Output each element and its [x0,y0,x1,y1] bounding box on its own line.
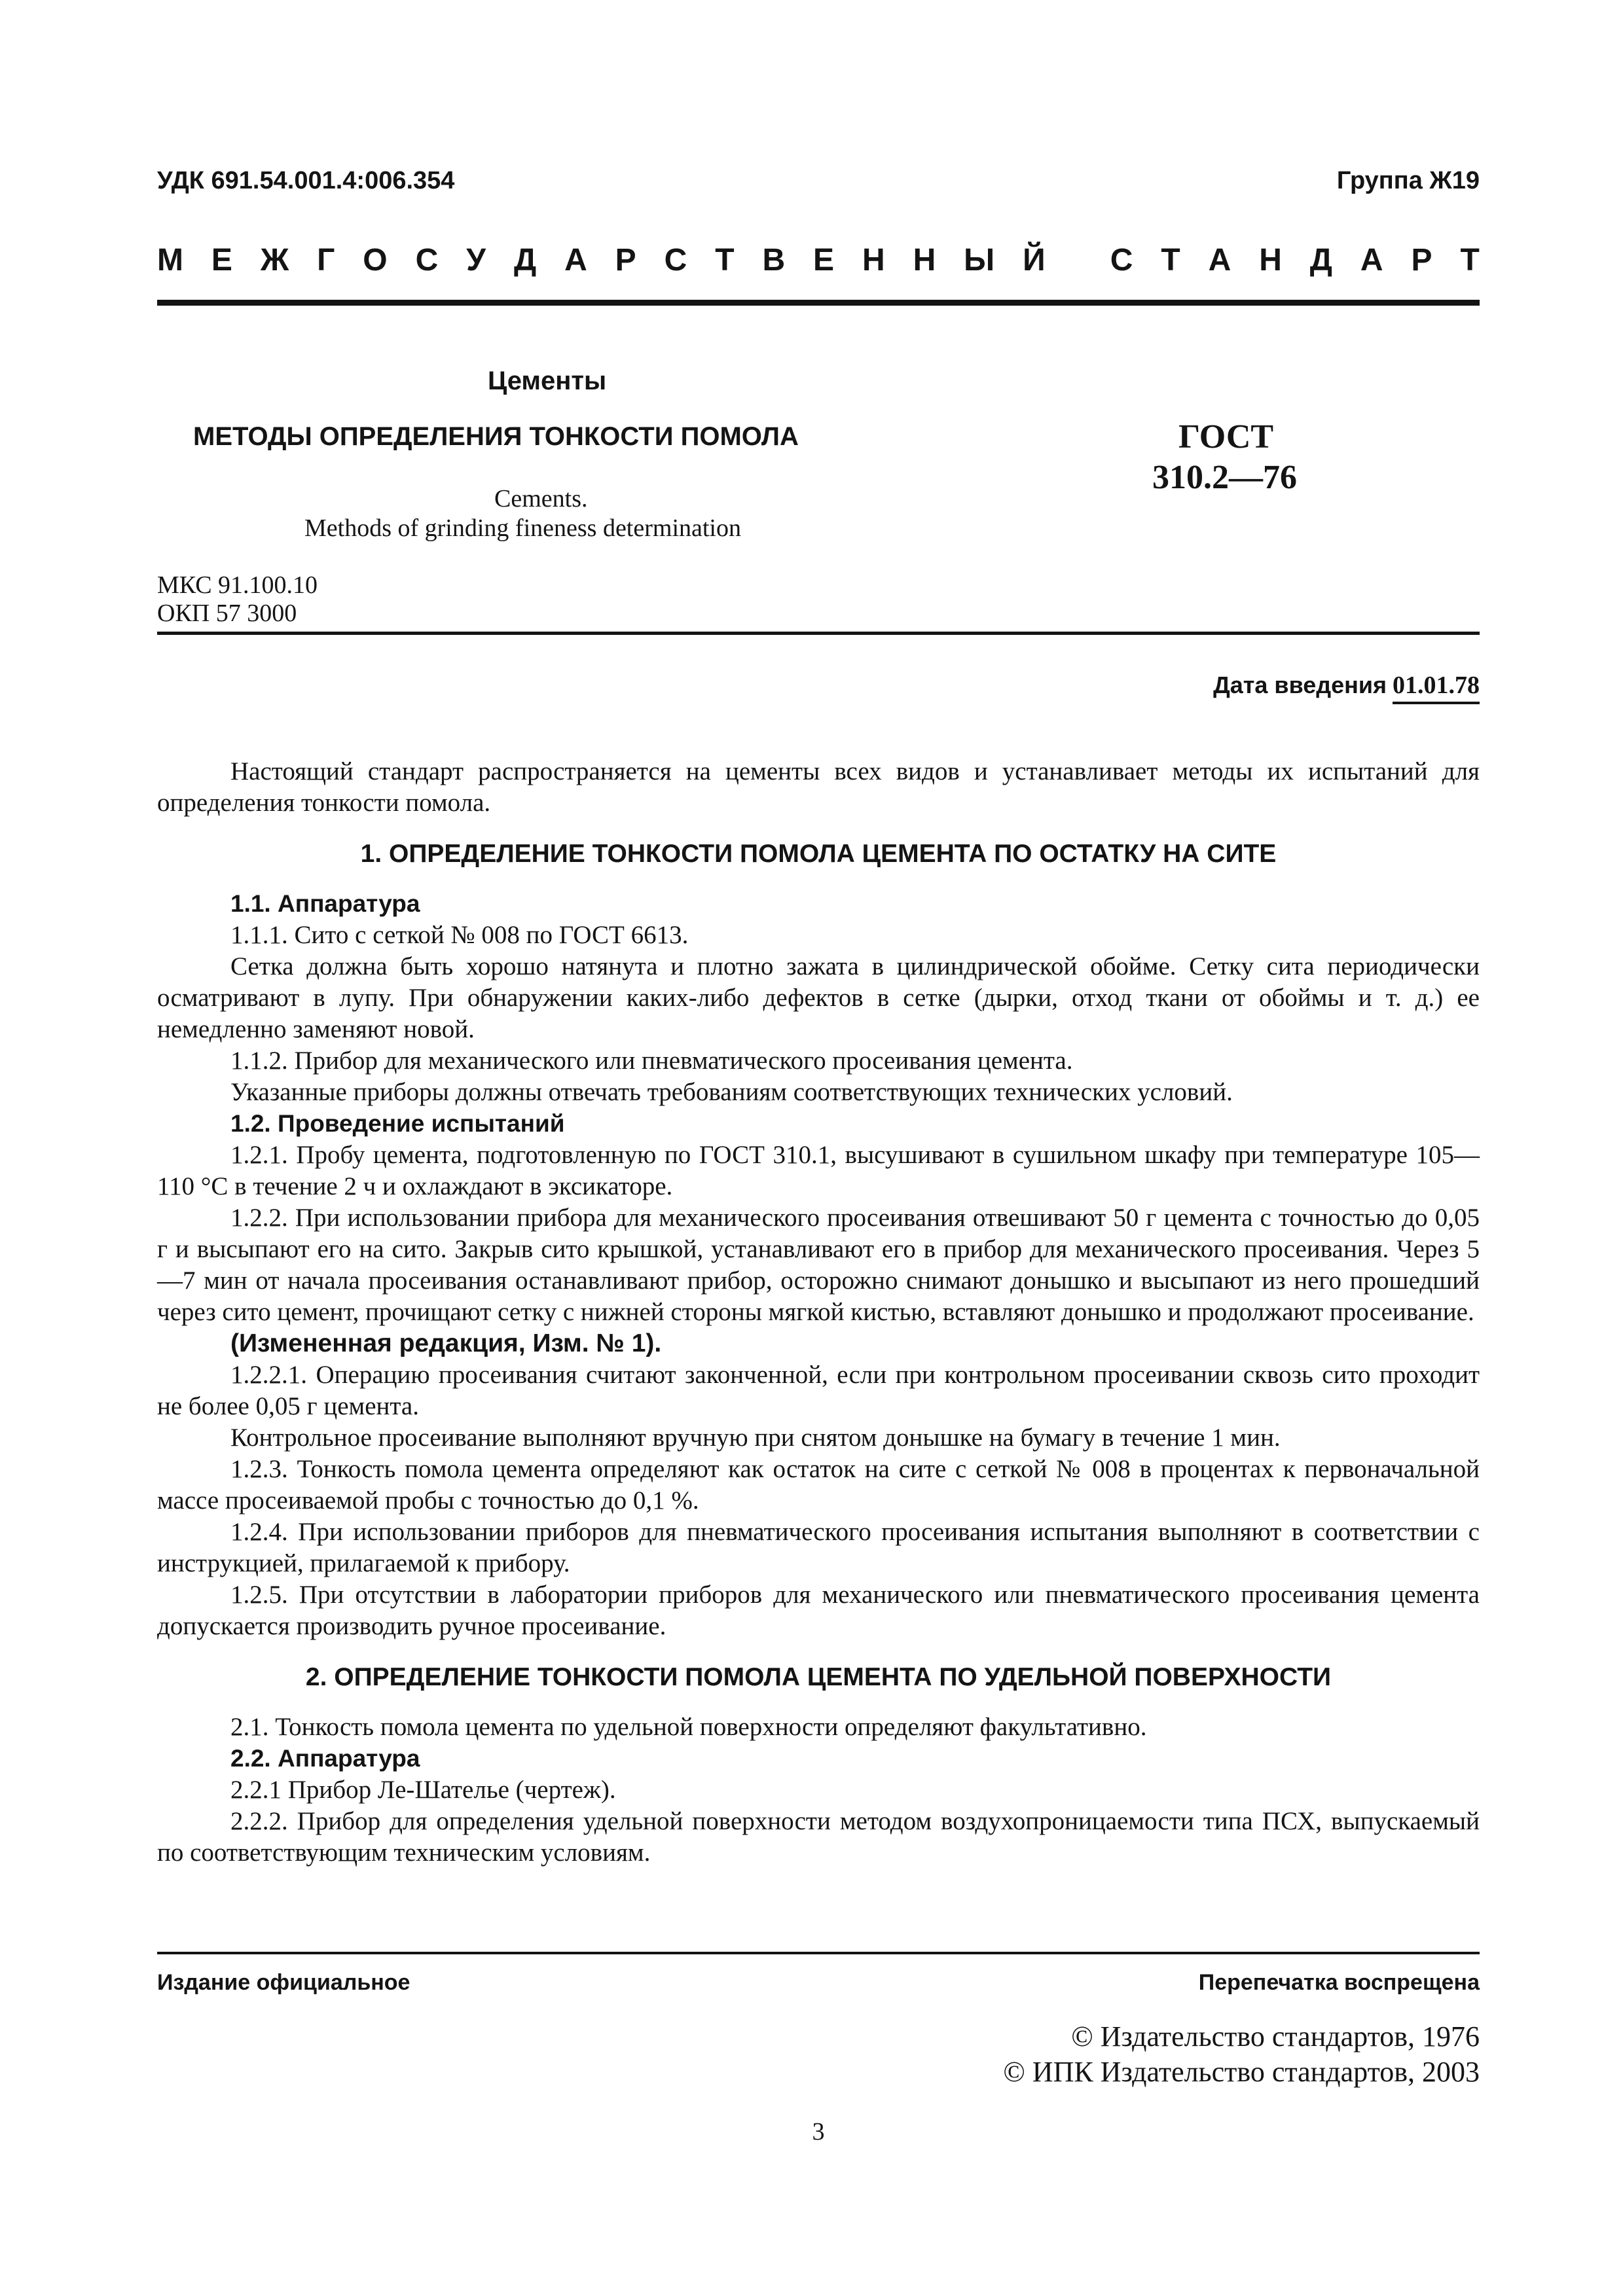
amendment-note: (Измененная редакция, Изм. № 1). [230,1329,662,1357]
udk-code: УДК 691.54.001.4:006.354 [157,167,455,194]
banner-gap [1074,242,1082,281]
interstate-standard-banner [157,242,1480,281]
clause-1-2-5: 1.2.5. При отсутствии в лаборатории приборов для механического или пневматического просеивания цемента допускается производить ручное просеивание. [157,1581,1480,1640]
okp-code: ОКП 57 3000 [157,600,297,627]
banner-letter: С [1110,243,1133,278]
section-1-heading: 1. ОПРЕДЕЛЕНИЕ ТОНКОСТИ ПОМОЛА ЦЕМЕНТА ПО ОСТАТКУ НА СИТЕ [360,840,1277,868]
banner-letter: Т [715,243,735,278]
clause-1-1-1-text: Сетка должна быть хорошо натянута и плотно зажата в цилиндрической обойме. Сетку сита периодически осматривают в лупу. При обнаружении каких-либо дефектов в сетке (дырки, отход ткани от обоймы и т. д.) ее немедленно заменяют новой. [157,952,1480,1043]
header-rule [157,300,1480,306]
banner-letter: С [664,243,687,278]
banner-letter: У [466,243,486,278]
banner-letter: Р [615,243,636,278]
banner-letter: С [415,243,439,278]
subsection-2-2-heading: 2.2. Аппаратура [230,1745,420,1772]
banner-letter: А [1360,243,1383,278]
banner-letter: Р [1411,243,1432,278]
clause-1-2-4: 1.2.4. При использовании приборов для пневматического просеивания испытания выполняют в соответствии с инструкцией, прилагаемой к прибору. [157,1518,1480,1577]
group-code: Группа Ж19 [1336,167,1480,194]
copyright-line: © Издательство стандартов, 1976 [1071,2020,1480,2053]
subsection-1-1-heading: 1.1. Аппаратура [230,890,420,917]
copyright-line: © ИПК Издательство стандартов, 2003 [1003,2056,1480,2088]
clause-1-1-1: 1.1.1. Сито с сеткой № 008 по ГОСТ 6613. [230,921,689,949]
footer-rule [157,1952,1480,1954]
subject-heading: Цементы [488,367,607,395]
banner-letter: Т [1460,243,1480,278]
copyright-block [1003,2019,1480,2090]
mks-code: МКС 91.100.10 [157,571,318,599]
banner-letter: Д [1309,243,1332,278]
english-title-line-2: Methods of grinding fineness determination [304,514,741,542]
introduction-date-value: 01.01.78 [1393,672,1480,704]
banner-letter: О [363,243,388,278]
banner-letter: Т [1161,243,1180,278]
clause-1-2-2-1: 1.2.2.1. Операцию просеивания считают законченной, если при контрольном просеивании сквозь сито проходит не более 0,05 г цемента. [157,1361,1480,1420]
clause-1-2-2: 1.2.2. При использовании прибора для механического просеивания отвешивают 50 г цемента с точностью до 0,05 г и высыпают его на сито. Закрыв сито крышкой, устанавливают его в прибор для механического просеивания. Через 5—7 мин от начала просеивания останавливают прибор, осторожно снимают донышко и высыпают из него прошедший через сито цемент, прочищают сетку с нижней стороны мягкой кистью, вставляют донышко и продолжают просеивание. [157,1204,1480,1326]
clause-2-1: 2.1. Тонкость помола цемента по удельной поверхности определяют факультативно. [230,1713,1147,1741]
clause-1-2-3: 1.2.3. Тонкость помола цемента определяют как остаток на сите с сеткой № 008 в процентах к первоначальной массе просеиваемой пробы с точностью до 0,1 %. [157,1455,1480,1515]
document-body [157,756,1480,1869]
clause-1-1-2: 1.1.2. Прибор для механического или пневматического просеивания цемента. [230,1047,1073,1075]
banner-letter: Д [513,243,537,278]
clause-1-2-2-1-text: Контрольное просеивание выполняют вручную при снятом донышке на бумагу в течение 1 мин. [230,1424,1281,1452]
document-page [157,0,1480,2296]
clause-1-2-1: 1.2.1. Пробу цемента, подготовленную по ГОСТ 310.1, высушивают в сушильном шкафу при температуре 105—110 °С в течение 2 ч и охлаждают в эксикаторе. [157,1141,1480,1200]
banner-letter: А [1208,243,1231,278]
banner-letter: Ы [964,243,995,278]
intro-paragraph: Настоящий стандарт распространяется на цементы всех видов и устанавливает методы их испытаний для определения тонкости помола. [157,757,1480,817]
introduction-date-label: Дата введения [1213,672,1387,698]
banner-letter: Н [1259,243,1282,278]
clause-2-2-2: 2.2.2. Прибор для определения удельной поверхности методом воздухопроницаемости типа ПСХ, выпускаемый по соответствующим техническим условиям. [157,1807,1480,1867]
gost-number: 310.2—76 [1152,459,1297,496]
banner-letter: Н [913,243,936,278]
banner-letter: Е [813,243,835,278]
banner-letter: Й [1023,243,1046,278]
document-title: МЕТОДЫ ОПРЕДЕЛЕНИЯ ТОНКОСТИ ПОМОЛА [193,422,799,451]
title-block-rule [157,632,1480,635]
clause-2-2-1: 2.2.1 Прибор Ле-Шателье (чертеж). [230,1776,616,1804]
banner-letter: М [157,243,183,278]
official-edition-label: Издание официальное [157,1970,410,1995]
banner-letter: В [762,243,786,278]
banner-letter: Е [211,243,232,278]
clause-1-1-2-text: Указанные приборы должны отвечать требованиям соответствующих технических условий. [230,1078,1233,1106]
page-number: 3 [812,2118,825,2145]
gost-label: ГОСТ [1178,418,1274,456]
english-title-line-1: Cements. [494,485,588,512]
banner-letter: А [564,243,587,278]
banner-letter: Ж [260,243,289,278]
introduction-date [1213,671,1480,700]
banner-letter: Н [862,243,885,278]
subsection-1-2-heading: 1.2. Проведение испытаний [230,1110,565,1137]
reprint-prohibited-label: Перепечатка воспрещена [1198,1970,1480,1995]
section-2-heading: 2. ОПРЕДЕЛЕНИЕ ТОНКОСТИ ПОМОЛА ЦЕМЕНТА ПО УДЕЛЬНОЙ ПОВЕРХНОСТИ [305,1663,1332,1691]
banner-letter: Г [317,243,335,278]
